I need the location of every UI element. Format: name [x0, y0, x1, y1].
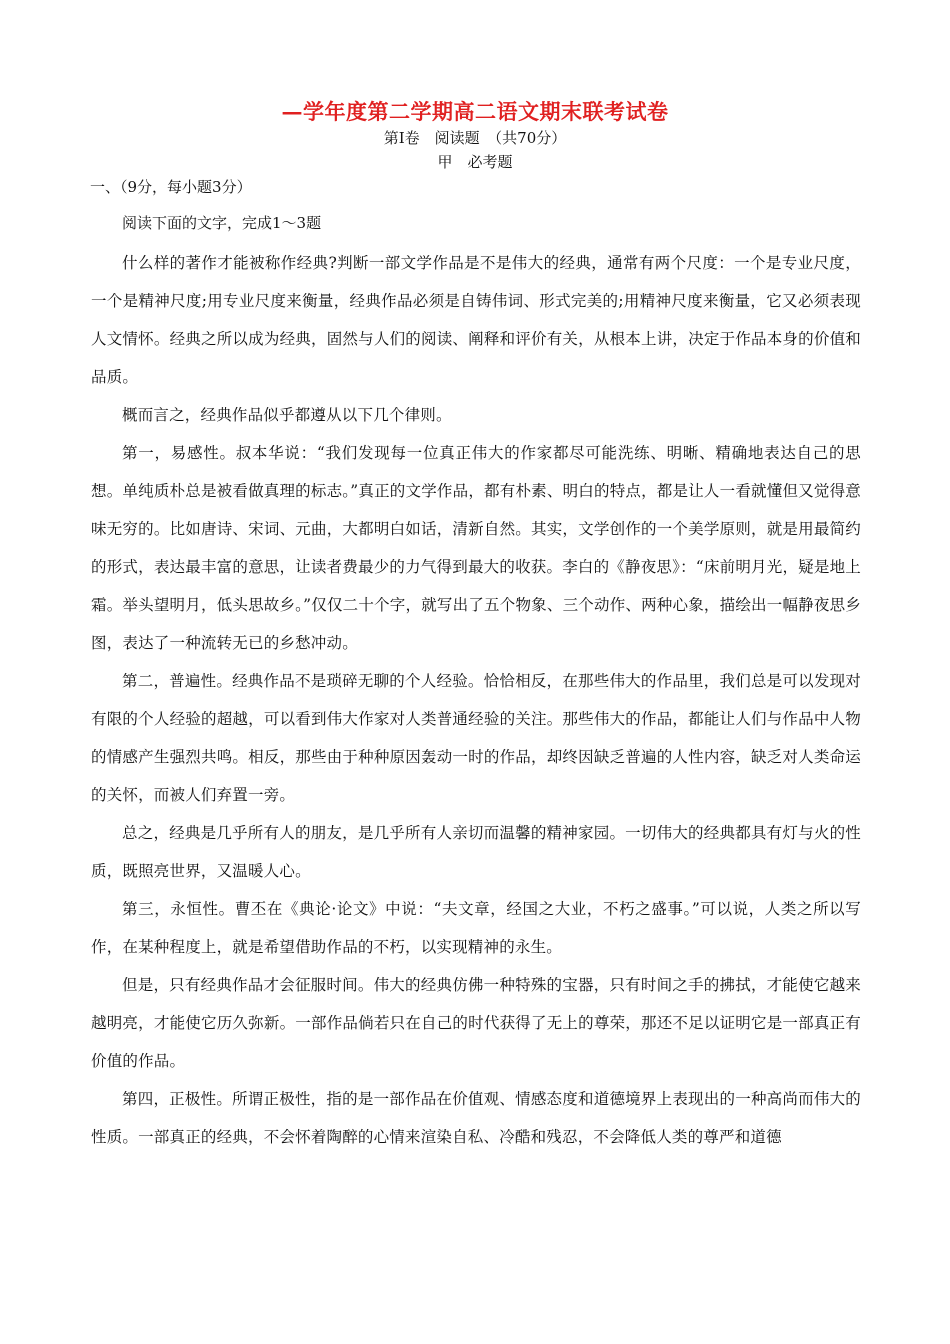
- section-subtitle: 第Ⅰ卷 阅读题 （共70分）: [383, 129, 567, 147]
- paragraph-5: 总之，经典是几乎所有人的朋友，是几乎所有人亲切而温馨的精神家园。一切伟大的经典都具有灯与火的性质，既照亮世界，又温暖人心。: [91, 824, 861, 880]
- paragraph-4: 第二，普遍性。经典作品不是琐碎无聊的个人经验。恰恰相反，在那些伟大的作品里，我们总是可以发现对有限的个人经验的超越，可以看到伟大作家对人类普通经验的关注。那些伟大的作品，都能让人们与作品中人物的情感产生强烈共鸣。相反，那些由于种种原因轰动一时的作品，却终因缺乏普遍的人性内容，缺乏对人类命运的关怀，而被人们弃置一旁。: [91, 672, 861, 804]
- paragraph-2: 概而言之，经典作品似乎都遵从以下几个律则。: [122, 406, 452, 424]
- reading-instruction: 阅读下面的文字，完成1～3题: [122, 214, 322, 232]
- paragraph-7: 但是，只有经典作品才会征服时间。伟大的经典仿佛一种特殊的宝器，只有时间之手的拂拭，才能使它越来越明亮，才能使它历久弥新。一部作品倘若只在自己的时代获得了无上的尊荣，那还不足以证明它是一部真正有价值的作品。: [91, 976, 861, 1070]
- document-title: —学年度第二学期高二语文期末联考试卷: [281, 99, 669, 124]
- paragraph-6: 第三，永恒性。曹丕在《典论·论文》中说：“夫文章，经国之大业，不朽之盛事。”可以说，人类之所以写作，在某种程度上，就是希望借助作品的不朽，以实现精神的永生。: [91, 900, 861, 956]
- question-heading: 一、（9分，每小题3分）: [90, 178, 252, 196]
- reading-passage: [91, 244, 861, 1156]
- section-label: 甲 必考题: [437, 153, 513, 171]
- paragraph-8: 第四，正极性。所谓正极性，指的是一部作品在价值观、情感态度和道德境界上表现出的一种高尚而伟大的性质。一部真正的经典，不会怀着陶醉的心情来渲染自私、冷酷和残忍，不会降低人类的尊严和道德: [91, 1090, 861, 1146]
- paragraph-1: 什么样的著作才能被称作经典?判断一部文学作品是不是伟大的经典，通常有两个尺度：一个是专业尺度，一个是精神尺度;用专业尺度来衡量，经典作品必须是自铸伟词、形式完美的;用精神尺度来衡量，它又必须表现人文情怀。经典之所以成为经典，固然与人们的阅读、阐释和评价有关，从根本上讲，决定于作品本身的价值和品质。: [91, 254, 861, 386]
- paragraph-3: 第一，易感性。叔本华说：“我们发现每一位真正伟大的作家都尽可能洗练、明晰、精确地表达自己的思想。单纯质朴总是被看做真理的标志。”真正的文学作品，都有朴素、明白的特点，都是让人一看就懂但又觉得意味无穷的。比如唐诗、宋词、元曲，大都明白如话，清新自然。其实，文学创作的一个美学原则，就是用最简约的形式，表达最丰富的意思，让读者费最少的力气得到最大的收获。李白的《静夜思》：“床前明月光，疑是地上霜。举头望明月，低头思故乡。”仅仅二十个字，就写出了五个物象、三个动作、两种心象，描绘出一幅静夜思乡图，表达了一种流转无已的乡愁冲动。: [91, 444, 861, 652]
